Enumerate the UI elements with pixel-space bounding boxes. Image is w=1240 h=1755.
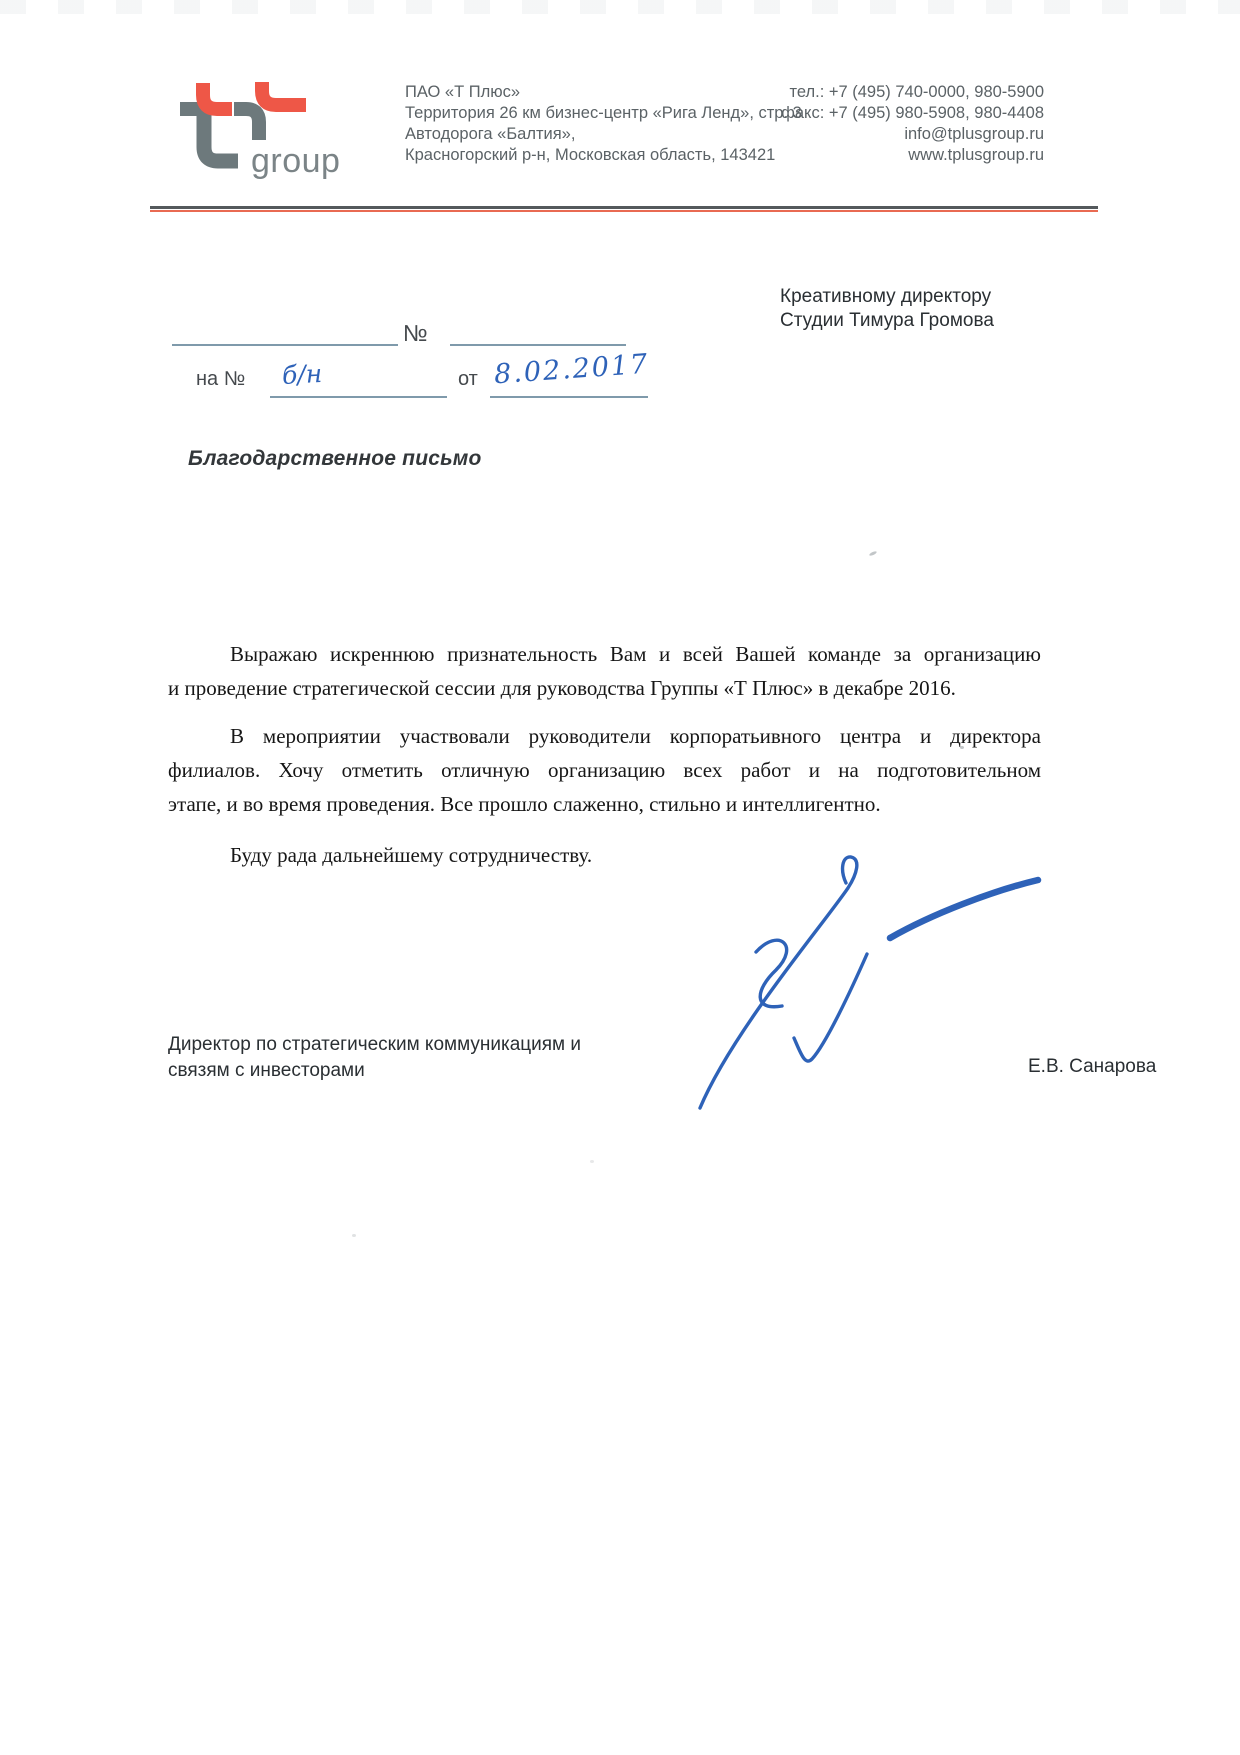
org-address-line: Автодорога «Балтия», (405, 125, 576, 143)
document-title: Благодарственное письмо (188, 447, 482, 470)
paragraph-line: филиалов. Хочу отметить отличную организацию всех работ и на подготовительном (168, 758, 1041, 782)
website-line: www.tplusgroup.ru (908, 146, 1044, 164)
paragraph-line: этапе, и во время проведения. Все прошло слаженно, стильно и интеллигентно. (168, 792, 881, 816)
paragraph-1 (168, 637, 1041, 705)
org-name: ПАО «Т Плюс» (405, 83, 521, 101)
header-divider-dark (150, 206, 1098, 209)
contact-block (696, 82, 1044, 166)
addressee-name: Студии Тимура Громова (780, 310, 994, 331)
signer-name: Е.В. Санарова (1028, 1056, 1157, 1077)
scan-artifact-strip (0, 0, 1240, 14)
paragraph-line: и проведение стратегической сессии для руководства Группы «Т Плюс» в декабре 2016. (168, 676, 956, 700)
header-divider-red (150, 210, 1098, 212)
na-no-label: на № (196, 368, 246, 390)
org-address-line: Красногорский р-н, Московская область, 143421 (405, 146, 776, 164)
fax-line: факс: +7 (495) 980-5908, 980-4408 (781, 104, 1044, 122)
email-line: info@tplusgroup.ru (904, 125, 1044, 143)
ref-number-blank-line (172, 344, 398, 346)
logo-group-word: group (251, 142, 341, 180)
ref-date-blank-line (450, 344, 626, 346)
paragraph-line: Выражаю искреннюю признательность Вам и всей Вашей команде за организацию (230, 642, 1041, 666)
ot-label: от (458, 368, 478, 390)
signer-position (168, 1032, 728, 1084)
signer-position-line: Директор по стратегическим коммуникациям и (168, 1034, 581, 1055)
paragraph-2 (168, 719, 1041, 821)
addressee-block (780, 285, 1120, 333)
scan-speck (352, 1234, 356, 1237)
org-address-line: Территория 26 км бизнес-центр «Рига Ленд», стр. 3 (405, 104, 802, 122)
phone-line: тел.: +7 (495) 740-0000, 980-5900 (789, 83, 1044, 101)
incoming-number-line (270, 396, 447, 398)
number-sign: № (403, 320, 428, 346)
scan-speck (960, 746, 964, 749)
scan-speck (869, 550, 878, 556)
paragraph-line: Буду рада дальнейшему сотрудничеству. (230, 843, 593, 867)
addressee-title: Креативному директору (780, 286, 992, 307)
scan-speck (590, 1160, 594, 1163)
signer-position-line: связям с инвесторами (168, 1060, 365, 1081)
incoming-date-line (490, 396, 648, 398)
handwritten-date: 8.02.2017 (493, 348, 651, 391)
paragraph-line: В мероприятии участвовали руководители корпоратьивного центра и директора (230, 724, 1041, 748)
handwritten-number: б/н (281, 358, 323, 391)
